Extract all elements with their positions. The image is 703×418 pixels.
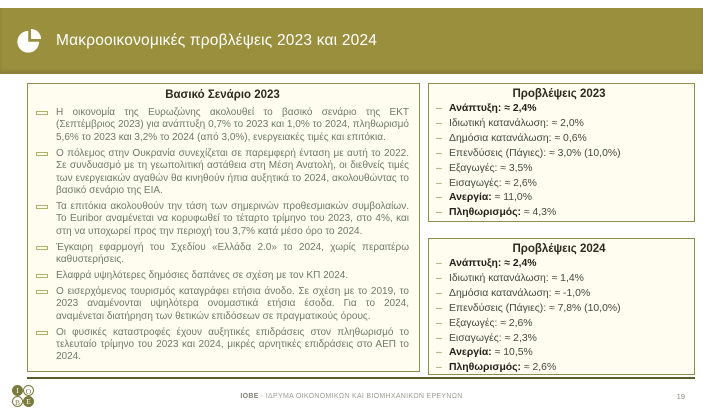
square-bullet-icon [36, 274, 48, 278]
forecast-item-label: Ανεργία: [449, 347, 495, 359]
forecast-2024-title: Προβλέψεις 2024 [512, 243, 606, 255]
forecast-item [434, 147, 684, 162]
forecast-item-value: ≈ 2,0% [551, 117, 584, 129]
forecast-item-label: Ανάπτυξη: [449, 103, 505, 114]
forecast-item [434, 177, 684, 192]
forecast-item [434, 332, 684, 347]
dash-bullet-icon: ‒ [436, 103, 442, 114]
forecast-item [434, 191, 684, 206]
iobe-logo-letter-b: B [12, 396, 23, 407]
forecast-item-value: ≈ 1,4% [551, 272, 584, 284]
header-bar [0, 8, 703, 74]
forecast-item-value: ≈ 2,6% [523, 362, 557, 374]
dash-bullet-icon: ‒ [436, 207, 442, 219]
scenario-bullet-text: Ο εισερχόμενος τουρισμός καταγράφει ετήσια άνοδο. Σε σχέση με το 2019, το 2023 αναμένονται υψηλότερα ονομαστικά ετήσια έσοδα. Για το 2024, αναμένεται διατήρηση των θετικών επιδόσεων σε πραγματικούς όρους. [56, 285, 409, 322]
dash-bullet-icon: ‒ [436, 258, 442, 269]
scenario-bullet-text: Έγκαιρη εφαρμογή του Σχεδίου «Ελλάδα 2.0» το 2024, χωρίς περαιτέρω καθυστερήσεις. [56, 241, 409, 265]
scenario-bullet [36, 327, 409, 364]
dash-bullet-icon: ‒ [436, 117, 442, 129]
forecast-item [434, 117, 684, 132]
forecast-item-label: Δημόσια κατανάλωση: [449, 287, 555, 299]
square-bullet-icon [36, 205, 48, 209]
dash-bullet-icon: ‒ [436, 317, 442, 329]
forecast-item-label: Επενδύσεις (Πάγιες): [449, 147, 549, 159]
scenario-bullet [36, 242, 409, 267]
dash-bullet-icon: ‒ [436, 332, 442, 344]
forecast-item-value: ≈ 10,5% [494, 347, 533, 359]
forecast-item-value: ≈ 2,3% [504, 332, 537, 344]
scenario-bullet-text: Τα επιτόκια ακολουθούν την τάση των σημερινών προθεσμιακών συμβολαίων. Το Euribor αναμένεται να κορυφωθεί το τέταρτο τρίμηνο του 2023, στο 4%, και στη να υποχωρεί προς την περιοχή του 3,7% κατά μέσο όρο το 2024. [56, 200, 409, 237]
square-bullet-icon [36, 331, 48, 335]
dash-bullet-icon: ‒ [436, 192, 442, 204]
forecast-item-label: Δημόσια κατανάλωση: [449, 132, 555, 144]
forecast-item-label: Εισαγωγές: [449, 332, 505, 344]
forecast-item-value: ≈ 2,6% [504, 177, 537, 189]
forecast-item [434, 257, 684, 272]
pie-chart-icon [15, 27, 43, 55]
forecast-item-value: ≈ 2,4% [504, 258, 537, 269]
iobe-logo-letter-e: E [23, 396, 34, 407]
forecast-item-label: Ιδιωτική κατανάλωση: [449, 272, 552, 284]
forecast-item-value: ≈ 7,8% (10,0%) [549, 302, 621, 314]
scenario-bullet [36, 270, 409, 282]
forecast-2024-items [434, 257, 684, 375]
forecast-item [434, 361, 684, 375]
scenario-bullet [36, 286, 409, 323]
forecast-item-label: Πληθωρισμός: [449, 207, 524, 219]
dash-bullet-icon: ‒ [436, 362, 442, 374]
forecast-item-value: ≈ 2,6% [500, 317, 533, 329]
footer-org-name: - ΙΔΡΥΜΑ ΟΙΚΟΝΟΜΙΚΩΝ ΚΑΙ ΒΙΟΜΗΧΑΝΙΚΩΝ ΕΡΕΥΝΩΝ [258, 393, 463, 400]
forecast-item-value: ≈ 4,3% [523, 207, 557, 219]
forecast-item-value: ≈ 2,4% [504, 103, 537, 114]
dash-bullet-icon: ‒ [436, 162, 442, 174]
forecast-box-2024 [428, 238, 695, 375]
dash-bullet-icon: ‒ [436, 287, 442, 299]
square-bullet-icon [36, 290, 48, 294]
forecast-item [434, 272, 684, 287]
footer-organization-text [0, 393, 703, 400]
forecast-item-label: Ανεργία: [449, 192, 495, 204]
forecast-item-label: Επενδύσεις (Πάγιες): [449, 302, 549, 314]
square-bullet-icon [36, 152, 48, 156]
forecast-item [434, 346, 684, 361]
forecast-item-label: Πληθωρισμός: [449, 362, 524, 374]
forecast-item-label: Εξαγωγές: [449, 162, 501, 174]
forecast-item [434, 132, 684, 147]
baseline-scenario-panel [27, 83, 420, 372]
scenario-bullet [36, 148, 409, 198]
scenario-bullet-text: Ο πόλεμος στην Ουκρανία συνεχίζεται σε παρεμφερή ένταση με αυτή το 2022. Σε συνδυασμό με τη γεωπολιτική αστάθεια στη Μέση Ανατολή, οι διεθνείς τιμές των ενεργειακών αγαθών θα κινηθούν ήπια αυξητικά το 2024, ακολουθώντας το βασικό σενάριο της ΕΙΑ. [56, 147, 409, 196]
forecast-2023-items [434, 102, 684, 221]
forecast-item [434, 102, 684, 117]
scenario-bullet [36, 107, 409, 144]
square-bullet-icon [36, 246, 48, 250]
forecast-item-label: Ανάπτυξη: [449, 258, 505, 269]
forecast-item-label: Εξαγωγές: [449, 317, 501, 329]
forecast-item-value: ≈ -1,0% [554, 287, 591, 299]
page-title: Μακροοικονομικές προβλέψεις 2023 και 2024 [56, 32, 378, 49]
forecast-item-value: ≈ 3,5% [500, 162, 533, 174]
forecast-item-value: ≈ 0,6% [554, 132, 587, 144]
forecast-item [434, 317, 684, 332]
dash-bullet-icon: ‒ [436, 132, 442, 144]
square-bullet-icon [36, 111, 48, 115]
forecast-item-label: Ιδιωτική κατανάλωση: [449, 117, 552, 129]
scenario-bullet-text: Η οικονομία της Ευρωζώνης ακολουθεί το βασικό σενάριο της ΕΚΤ (Σεπτέμβριος 2023) για ανάπτυξη 0,7% το 2023 και 1,0% το 2024, πληθωρισμό 5,6% το 2023 και 3,2% το 2024 (από 3,0%), ενεργειακές τιμές και επιτόκια. [56, 107, 409, 143]
iobe-logo-letter-i: I [12, 385, 23, 396]
footer-divider [27, 377, 695, 379]
scenario-bullet-list [36, 107, 409, 364]
dash-bullet-icon: ‒ [436, 147, 442, 159]
forecast-box-2023 [428, 83, 695, 222]
forecast-item [434, 206, 684, 221]
scenario-bullet-text: Οι φυσικές καταστροφές έχουν αυξητικές επιδράσεις στον πληθωρισμό το τελευταίο τρίμηνο του 2023 και 2024, μικρές αρνητικές επιδράσεις στο ΑΕΠ το 2024. [56, 326, 409, 363]
dash-bullet-icon: ‒ [436, 302, 442, 314]
forecast-item-value: ≈ 11,0% [494, 192, 532, 204]
forecast-item-label: Εισαγωγές: [449, 177, 505, 189]
scenario-bullet [36, 201, 409, 238]
scenario-bullet-text: Ελαφρά υψηλότερες δημόσιες δαπάνες σε σχέση με τον ΚΠ 2024. [56, 269, 349, 281]
page-number: 19 [676, 392, 685, 401]
forecast-2023-title: Προβλέψεις 2023 [512, 88, 606, 100]
scenario-title: Βασικό Σενάριο 2023 [165, 89, 280, 101]
forecast-item [434, 162, 684, 177]
iobe-logo-letter-o: O [23, 385, 34, 396]
dash-bullet-icon: ‒ [436, 347, 442, 359]
forecast-item [434, 302, 684, 317]
dash-bullet-icon: ‒ [436, 177, 442, 189]
dash-bullet-icon: ‒ [436, 272, 442, 284]
forecast-item [434, 287, 684, 302]
footer-org-acronym: ΙΟΒΕ [240, 393, 259, 400]
forecast-item-value: ≈ 3,0% (10,0%) [549, 147, 621, 159]
